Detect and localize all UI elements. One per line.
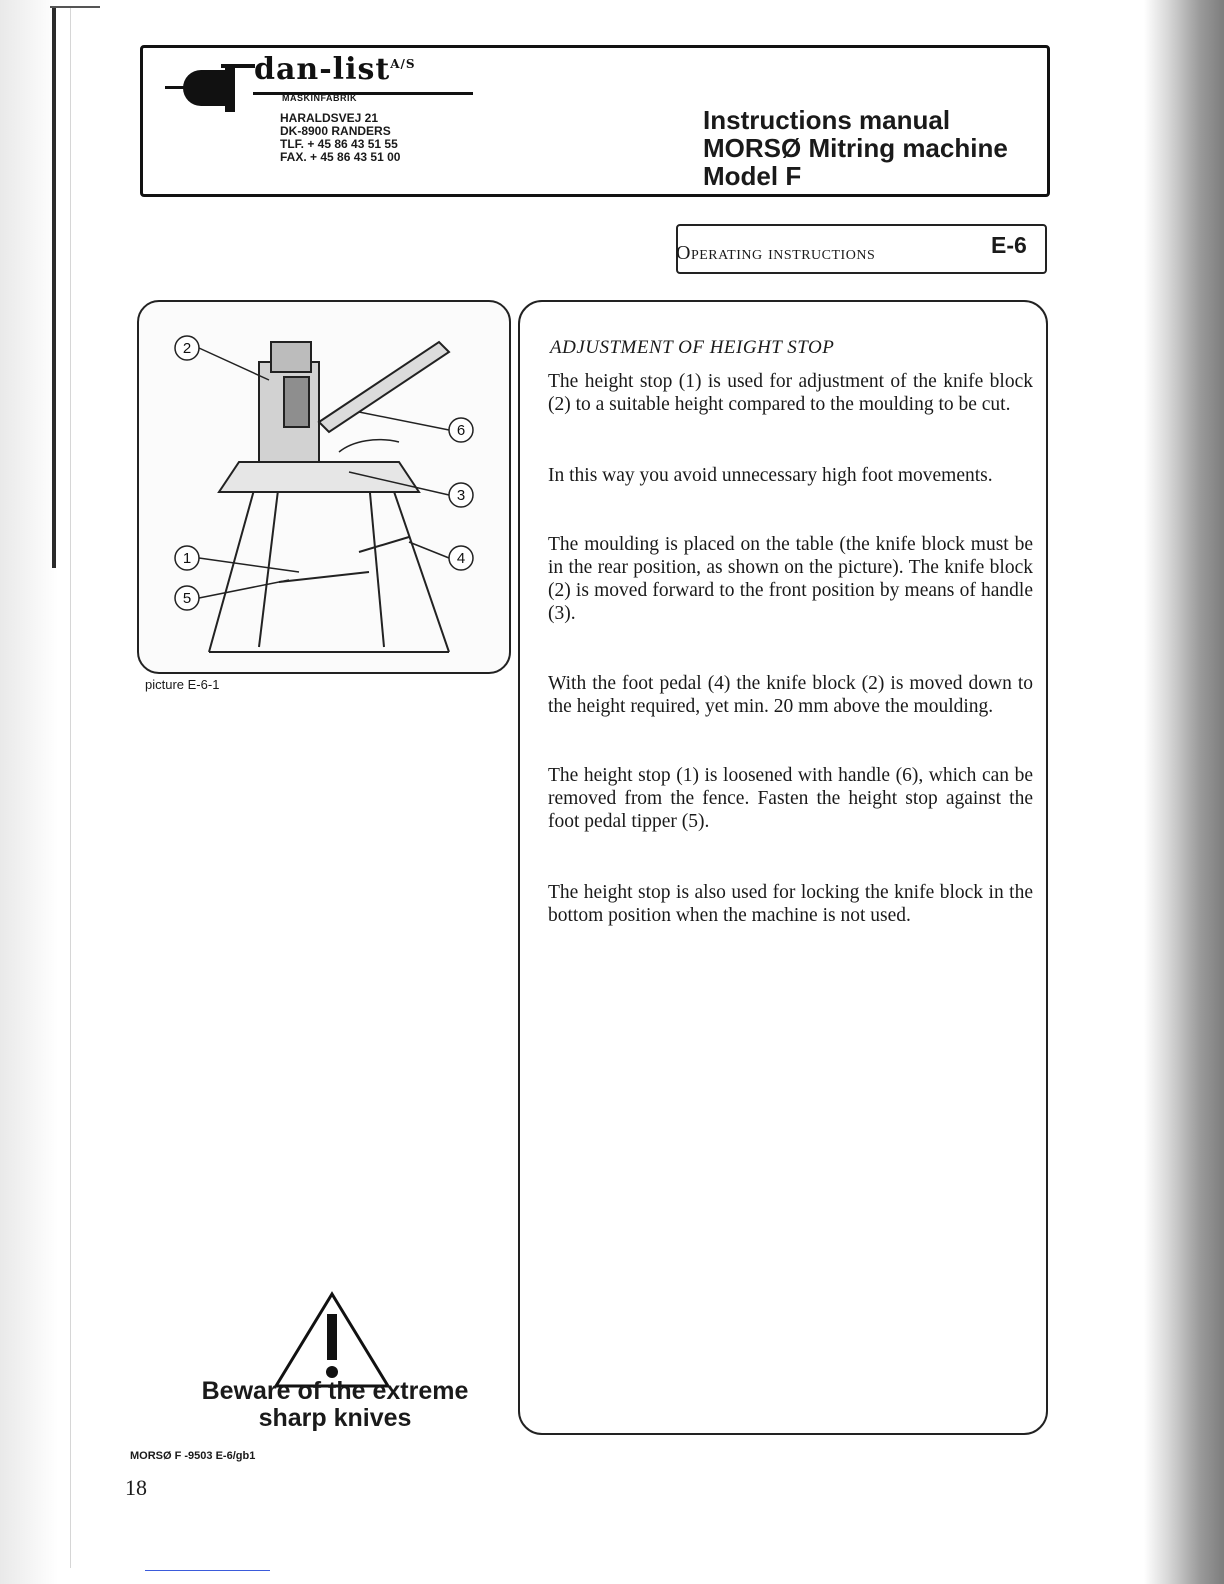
manual-title xyxy=(703,106,1008,190)
callout-6: 6 xyxy=(456,422,466,439)
page-right-shadow xyxy=(1144,0,1224,1584)
title-line: MORSØ Mitring machine xyxy=(703,133,1008,163)
binding-edge xyxy=(52,8,56,568)
figure-caption: picture E-6-1 xyxy=(145,677,220,692)
company-address xyxy=(280,112,400,164)
warning-triangle-icon xyxy=(272,1290,392,1390)
fax-line: FAX. + 45 86 43 51 00 xyxy=(280,150,401,164)
paragraph: The height stop (1) is used for adjustment of the knife block (2) to a suitable height compared to the moulding to be cut. xyxy=(548,371,1033,415)
paragraph: With the foot pedal (4) the knife block (2) is moved down to the height required, yet min. 20 mm above the moulding. xyxy=(548,673,1033,717)
top-tick xyxy=(50,6,100,8)
paragraph: The moulding is placed on the table (the knife block must be in the rear position, as shown on the picture). The knife block (2) is moved forward to the front position by means of handle (3). xyxy=(548,534,1033,624)
address-line: HARALDSVEJ 21 xyxy=(280,111,379,125)
warning-text xyxy=(180,1378,490,1432)
logo-subtitle: MASKINFABRIK xyxy=(282,93,357,103)
address-line: DK-8900 RANDERS xyxy=(280,124,391,138)
callout-3: 3 xyxy=(456,487,466,504)
callout-1: 1 xyxy=(182,550,192,567)
bottom-rule xyxy=(145,1570,270,1571)
document-code: MORSØ F -9503 E-6/gb1 xyxy=(130,1450,256,1462)
section-code: E-6 xyxy=(991,232,1027,258)
callout-5: 5 xyxy=(182,590,192,607)
section-name: Operating instructions xyxy=(676,242,876,264)
paragraph: In this way you avoid unnecessary high foot movements. xyxy=(548,465,993,486)
paragraph: The height stop (1) is loosened with handle (6), which can be removed from the fence. Fasten the height stop against the foot pedal tipper (5). xyxy=(548,765,1033,832)
page-left-shadow xyxy=(0,0,58,1584)
warning-line: Beware of the extreme xyxy=(201,1377,469,1405)
page-number: 18 xyxy=(125,1475,147,1500)
machine-figure xyxy=(137,300,511,674)
warning-line: sharp knives xyxy=(258,1404,412,1432)
phone-line: TLF. + 45 86 43 51 55 xyxy=(280,137,398,151)
content-heading: ADJUSTMENT OF HEIGHT STOP xyxy=(550,337,835,358)
title-line: Instructions manual xyxy=(703,105,951,135)
callout-2: 2 xyxy=(182,340,192,357)
paragraph: The height stop is also used for locking the knife block in the bottom position when the machine is not used. xyxy=(548,882,1033,926)
logo-text: dan-list$^{A/S}$ xyxy=(254,52,416,87)
margin-line xyxy=(70,8,71,1568)
callout-4: 4 xyxy=(456,550,466,567)
mitring-machine-illustration xyxy=(139,302,511,674)
title-line: Model F xyxy=(703,161,802,191)
